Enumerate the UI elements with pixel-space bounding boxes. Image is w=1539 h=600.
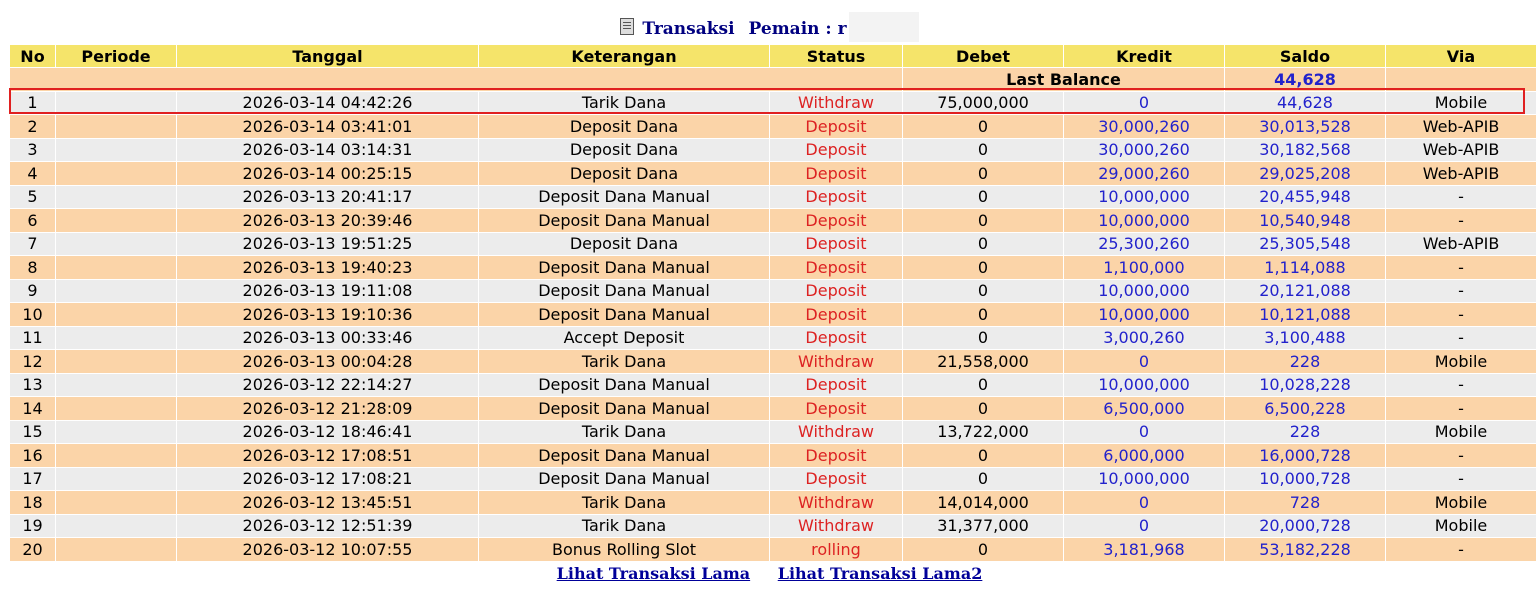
cell-periode: [56, 256, 176, 279]
cell-saldo: 20,455,948: [1225, 186, 1385, 209]
cell-via: Mobile: [1386, 350, 1536, 373]
cell-periode: [56, 444, 176, 467]
cell-saldo: 30,182,568: [1225, 139, 1385, 162]
cell-tanggal: 2026-03-12 17:08:51: [177, 444, 478, 467]
cell-keterangan: Deposit Dana Manual: [479, 374, 769, 397]
table-row: [10, 397, 1536, 420]
cell-debet: 0: [903, 256, 1063, 279]
cell-status: rolling: [770, 538, 902, 561]
cell-keterangan: Tarik Dana: [479, 515, 769, 538]
cell-debet: 14,014,000: [903, 491, 1063, 514]
table-row: [10, 350, 1536, 373]
cell-kredit: 3,000,260: [1064, 327, 1224, 350]
page-title: [0, 12, 1539, 42]
redacted-player-name: [849, 12, 919, 42]
cell-tanggal: 2026-03-13 19:51:25: [177, 233, 478, 256]
cell-periode: [56, 491, 176, 514]
table-row: [10, 139, 1536, 162]
old-transactions-link[interactable]: Lihat Transaksi Lama: [556, 564, 751, 583]
cell-via: Mobile: [1386, 491, 1536, 514]
cell-status: Deposit: [770, 139, 902, 162]
cell-kredit: 25,300,260: [1064, 233, 1224, 256]
cell-periode: [56, 115, 176, 138]
cell-debet: 0: [903, 374, 1063, 397]
table-row: [10, 421, 1536, 444]
cell-keterangan: Deposit Dana Manual: [479, 444, 769, 467]
cell-kredit: 6,500,000: [1064, 397, 1224, 420]
table-row: [10, 115, 1536, 138]
cell-keterangan: Deposit Dana Manual: [479, 303, 769, 326]
cell-status: Deposit: [770, 162, 902, 185]
cell-via: -: [1386, 280, 1536, 303]
cell-no: 13: [10, 374, 55, 397]
cell-no: 18: [10, 491, 55, 514]
cell-periode: [56, 421, 176, 444]
cell-keterangan: Deposit Dana Manual: [479, 280, 769, 303]
cell-saldo: 728: [1225, 491, 1385, 514]
cell-kredit: 30,000,260: [1064, 115, 1224, 138]
cell-no: 10: [10, 303, 55, 326]
cell-via: -: [1386, 374, 1536, 397]
cell-no: 9: [10, 280, 55, 303]
cell-no: 16: [10, 444, 55, 467]
cell-kredit: 6,000,000: [1064, 444, 1224, 467]
cell-debet: 0: [903, 444, 1063, 467]
transaction-table: [9, 44, 1537, 562]
cell-periode: [56, 303, 176, 326]
cell-status: Deposit: [770, 374, 902, 397]
cell-periode: [56, 515, 176, 538]
cell-keterangan: Tarik Dana: [479, 421, 769, 444]
cell-kredit: 3,181,968: [1064, 538, 1224, 561]
cell-no: 11: [10, 327, 55, 350]
cell-periode: [56, 350, 176, 373]
cell-tanggal: 2026-03-12 21:28:09: [177, 397, 478, 420]
cell-debet: 0: [903, 303, 1063, 326]
cell-status: Deposit: [770, 209, 902, 232]
cell-periode: [56, 468, 176, 491]
cell-tanggal: 2026-03-12 12:51:39: [177, 515, 478, 538]
document-icon: [620, 18, 634, 35]
cell-saldo: 30,013,528: [1225, 115, 1385, 138]
cell-status: Deposit: [770, 468, 902, 491]
cell-tanggal: 2026-03-13 19:10:36: [177, 303, 478, 326]
cell-periode: [56, 162, 176, 185]
cell-no: 15: [10, 421, 55, 444]
cell-debet: 0: [903, 327, 1063, 350]
cell-periode: [56, 374, 176, 397]
cell-kredit: 10,000,000: [1064, 303, 1224, 326]
cell-keterangan: Accept Deposit: [479, 327, 769, 350]
cell-via: -: [1386, 327, 1536, 350]
cell-status: Deposit: [770, 256, 902, 279]
cell-keterangan: Deposit Dana Manual: [479, 397, 769, 420]
cell-status: Deposit: [770, 115, 902, 138]
column-header-no: No: [10, 45, 55, 67]
table-row: [10, 303, 1536, 326]
player-label: Pemain : r: [748, 19, 847, 39]
table-row: [10, 374, 1536, 397]
old-transactions2-link[interactable]: Lihat Transaksi Lama2: [777, 564, 983, 583]
cell-keterangan: Deposit Dana Manual: [479, 209, 769, 232]
cell-tanggal: 2026-03-12 10:07:55: [177, 538, 478, 561]
cell-kredit: 30,000,260: [1064, 139, 1224, 162]
cell-keterangan: Tarik Dana: [479, 491, 769, 514]
cell-periode: [56, 397, 176, 420]
cell-via: -: [1386, 444, 1536, 467]
cell-status: Withdraw: [770, 515, 902, 538]
cell-saldo: 10,540,948: [1225, 209, 1385, 232]
cell-via: -: [1386, 186, 1536, 209]
column-header-debet: Debet: [903, 45, 1063, 67]
cell-keterangan: Tarik Dana: [479, 350, 769, 373]
table-row: [10, 233, 1536, 256]
cell-status: Deposit: [770, 303, 902, 326]
column-header-periode: Periode: [56, 45, 176, 67]
cell-status: Deposit: [770, 186, 902, 209]
cell-no: 5: [10, 186, 55, 209]
cell-status: Deposit: [770, 327, 902, 350]
cell-no: 2: [10, 115, 55, 138]
cell-saldo: 20,000,728: [1225, 515, 1385, 538]
cell-no: 6: [10, 209, 55, 232]
cell-debet: 0: [903, 397, 1063, 420]
cell-saldo: 228: [1225, 350, 1385, 373]
cell-keterangan: Deposit Dana Manual: [479, 186, 769, 209]
cell-tanggal: 2026-03-14 03:41:01: [177, 115, 478, 138]
cell-periode: [56, 233, 176, 256]
column-header-kredit: Kredit: [1064, 45, 1224, 67]
cell-via: -: [1386, 303, 1536, 326]
cell-via: Mobile: [1386, 515, 1536, 538]
cell-via: -: [1386, 538, 1536, 561]
cell-keterangan: Deposit Dana Manual: [479, 468, 769, 491]
cell-saldo: 29,025,208: [1225, 162, 1385, 185]
cell-kredit: 10,000,000: [1064, 280, 1224, 303]
table-row: [10, 92, 1536, 115]
cell-periode: [56, 139, 176, 162]
cell-debet: 0: [903, 115, 1063, 138]
cell-kredit: 10,000,000: [1064, 468, 1224, 491]
cell-keterangan: Deposit Dana: [479, 115, 769, 138]
table-row: [10, 491, 1536, 514]
cell-tanggal: 2026-03-12 13:45:51: [177, 491, 478, 514]
cell-saldo: 10,121,088: [1225, 303, 1385, 326]
cell-tanggal: 2026-03-13 20:39:46: [177, 209, 478, 232]
cell-tanggal: 2026-03-12 22:14:27: [177, 374, 478, 397]
cell-via: -: [1386, 256, 1536, 279]
cell-debet: 0: [903, 209, 1063, 232]
cell-tanggal: 2026-03-13 19:11:08: [177, 280, 478, 303]
column-header-tanggal: Tanggal: [177, 45, 478, 67]
cell-saldo: 1,114,088: [1225, 256, 1385, 279]
cell-saldo: 53,182,228: [1225, 538, 1385, 561]
cell-no: 14: [10, 397, 55, 420]
title-text: Transaksi: [642, 19, 735, 39]
table-row: [10, 209, 1536, 232]
cell-kredit: 0: [1064, 515, 1224, 538]
table-row: [10, 444, 1536, 467]
cell-debet: 31,377,000: [903, 515, 1063, 538]
cell-periode: [56, 92, 176, 115]
cell-kredit: 0: [1064, 421, 1224, 444]
cell-keterangan: Bonus Rolling Slot: [479, 538, 769, 561]
cell-periode: [56, 280, 176, 303]
cell-no: 7: [10, 233, 55, 256]
cell-tanggal: 2026-03-12 17:08:21: [177, 468, 478, 491]
cell-status: Withdraw: [770, 350, 902, 373]
cell-saldo: 44,628: [1225, 92, 1385, 115]
cell-kredit: 0: [1064, 491, 1224, 514]
cell-via: -: [1386, 397, 1536, 420]
footer-links: [0, 564, 1539, 583]
cell-periode: [56, 209, 176, 232]
cell-via: Web-APIB: [1386, 115, 1536, 138]
cell-saldo: 16,000,728: [1225, 444, 1385, 467]
cell-debet: 0: [903, 538, 1063, 561]
last-balance-label: Last Balance: [903, 68, 1224, 91]
cell-no: 1: [10, 92, 55, 115]
table-row: [10, 186, 1536, 209]
cell-saldo: 228: [1225, 421, 1385, 444]
cell-tanggal: 2026-03-14 00:25:15: [177, 162, 478, 185]
cell-debet: 0: [903, 468, 1063, 491]
cell-no: 12: [10, 350, 55, 373]
cell-saldo: 25,305,548: [1225, 233, 1385, 256]
cell-debet: 75,000,000: [903, 92, 1063, 115]
cell-no: 17: [10, 468, 55, 491]
cell-status: Deposit: [770, 444, 902, 467]
cell-no: 8: [10, 256, 55, 279]
table-header-row: [10, 45, 1536, 67]
table-row: [10, 162, 1536, 185]
cell-tanggal: 2026-03-14 04:42:26: [177, 92, 478, 115]
cell-keterangan: Deposit Dana: [479, 233, 769, 256]
column-header-keterangan: Keterangan: [479, 45, 769, 67]
cell-keterangan: Deposit Dana: [479, 139, 769, 162]
cell-tanggal: 2026-03-13 20:41:17: [177, 186, 478, 209]
table-row: [10, 327, 1536, 350]
column-header-status: Status: [770, 45, 902, 67]
last-balance-value: 44,628: [1225, 68, 1385, 91]
cell-keterangan: Deposit Dana Manual: [479, 256, 769, 279]
cell-via: Mobile: [1386, 92, 1536, 115]
cell-status: Deposit: [770, 280, 902, 303]
cell-no: 4: [10, 162, 55, 185]
cell-debet: 13,722,000: [903, 421, 1063, 444]
cell-debet: 21,558,000: [903, 350, 1063, 373]
cell-saldo: 6,500,228: [1225, 397, 1385, 420]
cell-debet: 0: [903, 233, 1063, 256]
cell-saldo: 20,121,088: [1225, 280, 1385, 303]
cell-via: -: [1386, 468, 1536, 491]
cell-periode: [56, 538, 176, 561]
cell-tanggal: 2026-03-12 18:46:41: [177, 421, 478, 444]
cell-debet: 0: [903, 186, 1063, 209]
cell-kredit: 1,100,000: [1064, 256, 1224, 279]
table-row: [10, 538, 1536, 561]
cell-via: Web-APIB: [1386, 162, 1536, 185]
cell-status: Deposit: [770, 233, 902, 256]
cell-periode: [56, 186, 176, 209]
table-row: [10, 256, 1536, 279]
cell-status: Withdraw: [770, 92, 902, 115]
cell-status: Withdraw: [770, 491, 902, 514]
column-header-via: Via: [1386, 45, 1536, 67]
cell-status: Withdraw: [770, 421, 902, 444]
last-balance-row: [10, 68, 1536, 91]
cell-via: Web-APIB: [1386, 139, 1536, 162]
cell-no: 20: [10, 538, 55, 561]
cell-via: Web-APIB: [1386, 233, 1536, 256]
cell-saldo: 3,100,488: [1225, 327, 1385, 350]
cell-via: Mobile: [1386, 421, 1536, 444]
table-row: [10, 468, 1536, 491]
cell-saldo: 10,000,728: [1225, 468, 1385, 491]
cell-periode: [56, 327, 176, 350]
cell-keterangan: Tarik Dana: [479, 92, 769, 115]
cell-keterangan: Deposit Dana: [479, 162, 769, 185]
cell-debet: 0: [903, 139, 1063, 162]
cell-saldo: 10,028,228: [1225, 374, 1385, 397]
cell-kredit: 10,000,000: [1064, 209, 1224, 232]
table-row: [10, 515, 1536, 538]
cell-kredit: 0: [1064, 92, 1224, 115]
cell-no: 19: [10, 515, 55, 538]
cell-via: -: [1386, 209, 1536, 232]
cell-no: 3: [10, 139, 55, 162]
cell-tanggal: 2026-03-14 03:14:31: [177, 139, 478, 162]
cell-tanggal: 2026-03-13 00:33:46: [177, 327, 478, 350]
cell-kredit: 29,000,260: [1064, 162, 1224, 185]
column-header-saldo: Saldo: [1225, 45, 1385, 67]
cell-debet: 0: [903, 162, 1063, 185]
cell-status: Deposit: [770, 397, 902, 420]
table-row: [10, 280, 1536, 303]
cell-kredit: 0: [1064, 350, 1224, 373]
cell-kredit: 10,000,000: [1064, 374, 1224, 397]
cell-tanggal: 2026-03-13 00:04:28: [177, 350, 478, 373]
cell-kredit: 10,000,000: [1064, 186, 1224, 209]
cell-debet: 0: [903, 280, 1063, 303]
cell-tanggal: 2026-03-13 19:40:23: [177, 256, 478, 279]
